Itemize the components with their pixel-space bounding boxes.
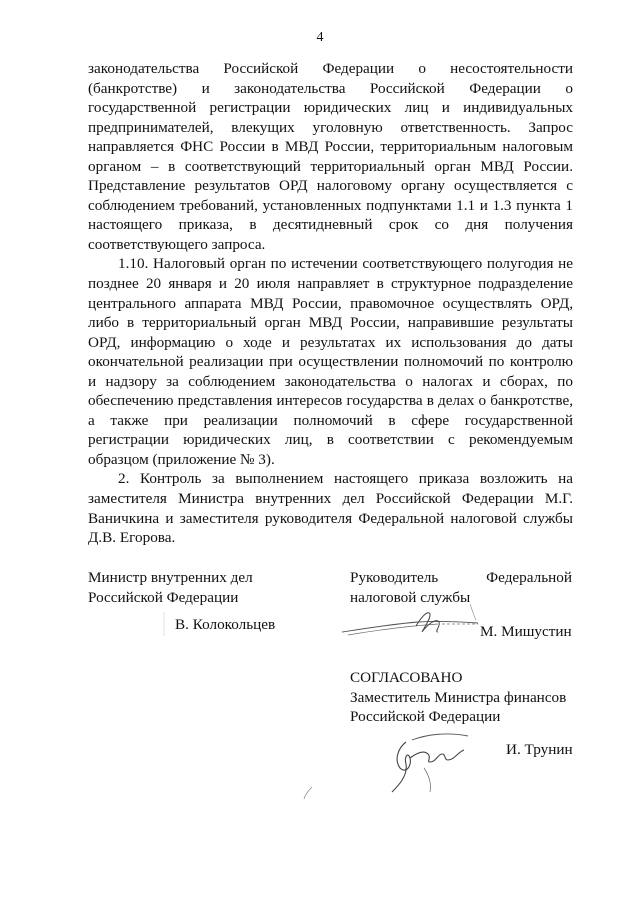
paragraph-2: 2. Контроль за выполнением настоящего приказа возложить на заместителя Министра внутренних дел Российской Федерации М.Г. Ваничкина и заместителя руководителя Федеральной налоговой службы Д.В. Егорова. [88, 470, 573, 547]
approval-heading: СОГЛАСОВАНО [350, 669, 463, 686]
faint-mark-icon [160, 612, 168, 636]
paragraph-1-10: 1.10. Налоговый орган по истечении соответствующего полугодия не позднее 20 января и 20 июля направляет в структурное подразделение центрального аппарата МВД России, правомочное осуществлять ОРД, либо в территориальный орган МВД России, направившие результаты ОРД, информацию о ходе и результатах их использования до даты окончательной реализации при осуществлении полномочий по контролю и надзору за соблюдением законодательства о налогах и сборах, по обеспечению представления интересов государства в делах о банкротстве, а также при реализации полномочий в сфере государственной регистрации юридических лиц, в соответствии с рекомендуемым образцом (приложение № 3). [88, 255, 573, 468]
left-signatory-title [88, 568, 253, 607]
trunin-signature-icon [388, 728, 478, 798]
approval-block [350, 668, 566, 727]
right-signatory-title-line1-a: Руководитель [350, 569, 439, 586]
left-signatory-title-line2: Российской Федерации [88, 588, 239, 606]
right-signatory-title-line1 [350, 568, 572, 588]
right-signatory-title-line2: налоговой службы [350, 588, 471, 606]
right-signatory-title-line1-b: Федеральной [486, 569, 572, 586]
paragraph-continuation: законодательства Российской Федерации о несостоятельности (банкротстве) и законодательства Российской Федерации о государственной регистрации юридических лиц и индивидуальных предпринимателей, влекущих уголовную ответственность. Запрос направляется ФНС России в МВД России, территориальным налоговым органом – в соответствующий территориальный орган МВД России. Представление результатов ОРД налоговому органу осуществляется с соблюдением требований, установленных подпунктами 1.1 и 1.3 пункта 1 настоящего приказа, в десятидневный срок со дня получения соответствующего запроса. [88, 60, 573, 253]
page-number: 4 [316, 30, 324, 45]
right-signatory-name: М. Мишустин [480, 623, 572, 640]
left-signatory-name: В. Колокольцев [175, 616, 276, 633]
approval-title-line2: Российской Федерации [350, 708, 501, 726]
left-signatory-title-line1: Министр внутренних дел [88, 569, 253, 586]
document-body [88, 59, 573, 548]
approval-name: И. Трунин [506, 741, 573, 758]
approval-title-line1: Заместитель Министра финансов [350, 688, 567, 706]
stray-mark-icon [300, 785, 316, 801]
mishustin-signature-icon [338, 602, 488, 642]
